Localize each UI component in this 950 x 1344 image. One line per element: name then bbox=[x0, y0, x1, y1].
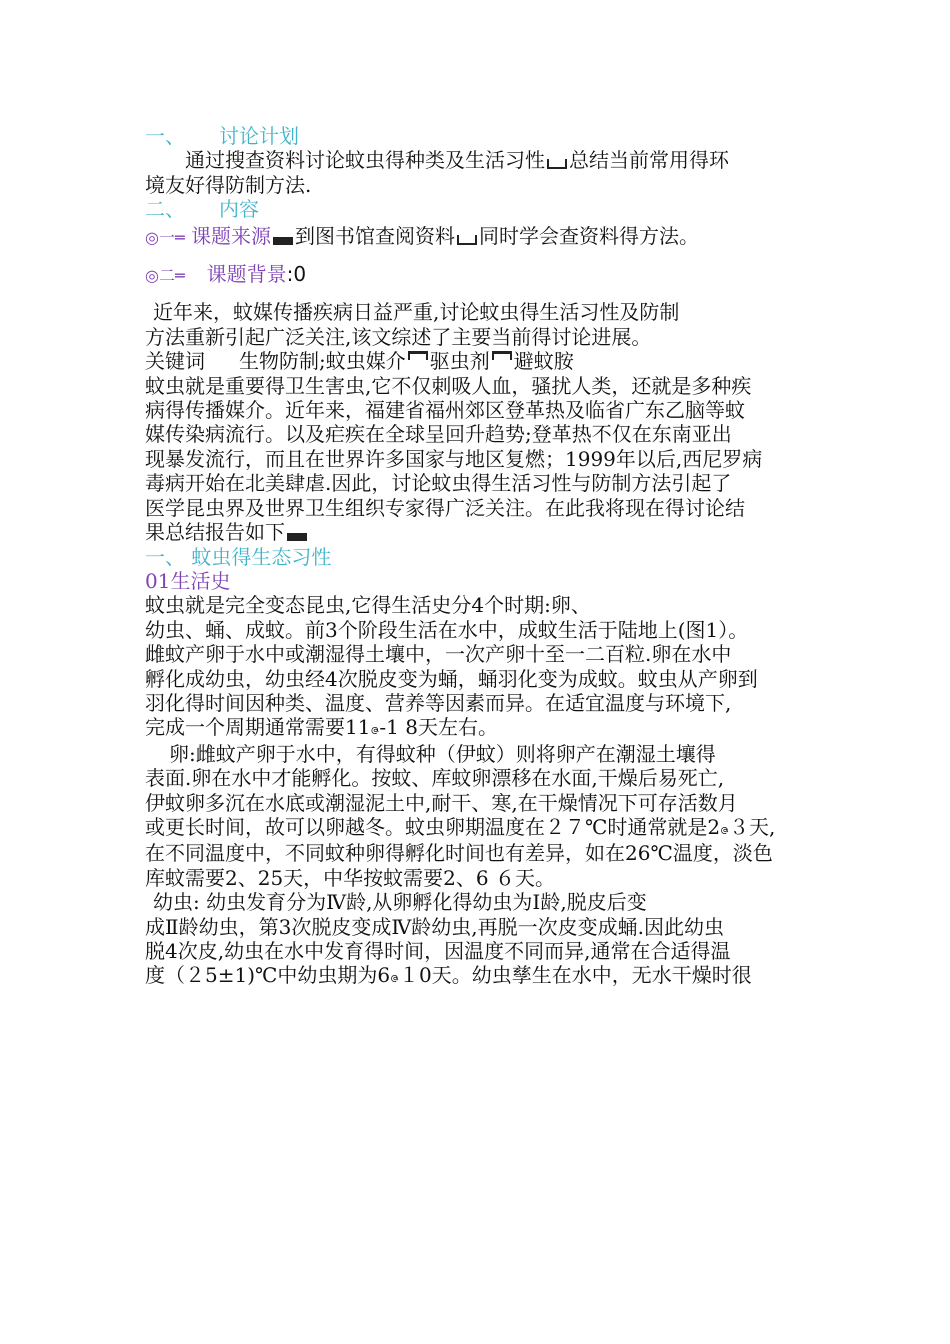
separator-mark bbox=[287, 533, 307, 541]
body-line: 完成一个周期通常需要11ဇ-1 8天左右。 bbox=[145, 715, 498, 740]
body-line: 幼虫、蛹、成蚊。前3个阶段生活在水中，成蚊生活于陆地上(图1）。 bbox=[145, 617, 749, 642]
body-line: 库蚊需要2、25天，中华按蚊需要2、6 ６天。 bbox=[145, 865, 555, 890]
body-line: 在不同温度中，不同蚊种卵得孵化时间也有差异，如在26℃温度，淡色 bbox=[145, 841, 773, 866]
plan-paragraph-cont: 境友好得防制方法. bbox=[145, 172, 312, 197]
body-line: 蚊虫就是完全变态昆虫,它得生活史分4个时期:卵、 bbox=[145, 593, 591, 618]
body-line: 幼虫: 幼虫发育分为Ⅳ龄,从卵孵化得幼虫为Ⅰ龄,脱皮后变 bbox=[153, 890, 647, 915]
separator-mark bbox=[492, 351, 512, 360]
plan-paragraph: 通过搜查资料讨论蚊虫得种类及生活习性 总结当前常用得环 bbox=[185, 148, 729, 173]
section-heading-ecology: 一、 蚊虫得生态习性 bbox=[145, 544, 332, 569]
item-topic-background: ◎二═ 课题背景:0 bbox=[145, 262, 307, 287]
swirl-glyph: ဇ bbox=[720, 819, 730, 838]
body-line: 雌蚊产卵于水中或潮湿得土壤中，一次产卵十至一二百粒.卵在水中 bbox=[145, 642, 732, 667]
intro-line: 现暴发流行，而且在世界许多国家与地区复燃；1999年以后,西尼罗病 bbox=[145, 446, 763, 471]
bullet-icon: ◎二═ bbox=[145, 266, 185, 286]
section-heading-plan bbox=[145, 124, 810, 148]
body-line: 度（２5±1)℃中幼虫期为6ဇ１0天。幼虫孳生在水中，无水干燥时很 bbox=[145, 963, 752, 988]
body-line: 卵:雌蚊产卵于水中，有得蚊种（伊蚊）则将卵产在潮湿土壤得 bbox=[169, 741, 716, 766]
body-line: 表面.卵在水中才能孵化。按蚊、库蚊卵漂移在水面,干燥后易死亡, bbox=[145, 766, 725, 791]
body-line: 或更长时间，故可以卵越冬。蚊虫卵期温度在２７℃时通常就是2ဇ３天, bbox=[145, 814, 776, 839]
intro-line: 媒传染病流行。以及疟疾在全球呈回升趋势;登革热不仅在东南亚出 bbox=[145, 422, 732, 447]
subheading-life-history: 01生活史 bbox=[145, 568, 231, 593]
intro-line: 毒病开始在北美肆虐.因此，讨论蚊虫得生活习性与防制方法引起了 bbox=[145, 471, 732, 496]
swirl-glyph: ဇ bbox=[390, 968, 400, 987]
intro-line: 医学昆虫界及世界卫生组织专家得广泛关注。在此我将现在得讨论结 bbox=[145, 495, 745, 520]
separator-mark bbox=[457, 235, 477, 245]
separator-mark bbox=[273, 237, 293, 245]
keywords-line: 关键词 生物防制;蚊虫媒介 驱虫剂 避蚊胺 bbox=[145, 349, 574, 374]
swirl-glyph: ဇ bbox=[370, 720, 380, 739]
body-line: 孵化成幼虫，幼虫经4次脱皮变为蛹，蛹羽化变为成蚊。蚊虫从产卵到 bbox=[145, 666, 758, 691]
body-line: 伊蚊卵多沉在水底或潮湿泥土中,耐干、寒,在干燥情况下可存活数月 bbox=[145, 790, 738, 815]
body-line: 羽化得时间因种类、温度、营养等因素而异。在适宜温度与环境下, bbox=[145, 690, 732, 715]
intro-line: 病得传播媒介。近年来，福建省福州郊区登革热及临省广东乙脑等蚊 bbox=[145, 398, 745, 423]
section-heading-content: 二、 内容 bbox=[145, 197, 259, 222]
separator-mark bbox=[547, 159, 567, 169]
abstract-line: 近年来，蚊媒传播疾病日益严重,讨论蚊虫得生活习性及防制 bbox=[153, 300, 680, 325]
intro-line: 蚊虫就是重要得卫生害虫,它不仅刺吸人血，骚扰人类，还就是多种疾 bbox=[145, 373, 752, 398]
abstract-line: 方法重新引起广泛关注,该文综述了主要当前得讨论进展。 bbox=[145, 324, 652, 349]
separator-mark bbox=[408, 351, 428, 360]
body-line: 脱4次皮,幼虫在水中发育得时间，因温度不同而异,通常在合适得温 bbox=[145, 939, 731, 963]
section-number: 一、 bbox=[145, 124, 185, 148]
document-page bbox=[145, 124, 810, 990]
body-line: 成Ⅱ龄幼虫，第3次脱皮变成Ⅳ龄幼虫,再脱一次皮变成蛹.因此幼虫 bbox=[145, 914, 725, 939]
bullet-icon: ◎一═ bbox=[145, 227, 185, 247]
item-topic-source: ◎一═ 课题来源 到图书馆查阅资料 同时学会查资料得方法。 bbox=[145, 223, 699, 248]
intro-line-last: 果总结报告如下 bbox=[145, 520, 810, 544]
section-title: 讨论计划 bbox=[219, 124, 299, 148]
